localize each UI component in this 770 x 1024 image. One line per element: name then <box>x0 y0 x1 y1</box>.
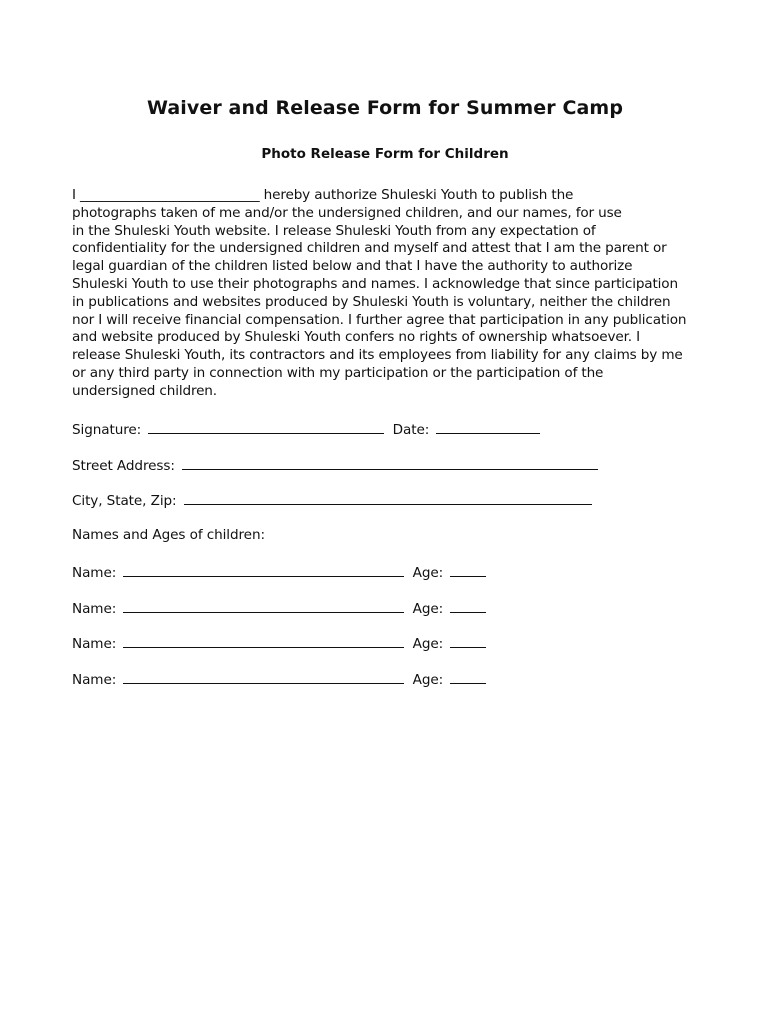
release-statement <box>72 187 712 401</box>
street-address-field[interactable] <box>182 456 598 470</box>
city-state-zip-field[interactable] <box>184 491 592 505</box>
statement-line: photographs taken of me and/or the undersigned children, and our names, for use <box>72 204 622 221</box>
child-name-label: Name: <box>72 601 117 617</box>
statement-line: or any third party in connection with my participation or the participation of the <box>72 364 604 381</box>
child-name-field[interactable] <box>123 670 404 684</box>
child-age-field[interactable] <box>450 599 486 613</box>
statement-line: undersigned children. <box>72 382 217 399</box>
statement-line: in publications and websites produced by Shuleski Youth is voluntary, neither the children <box>72 293 671 310</box>
statement-line: confidentiality for the undersigned children and myself and attest that I am the parent or <box>72 240 667 257</box>
page-title: Waiver and Release Form for Summer Camp <box>146 97 624 119</box>
statement-line: legal guardian of the children listed below and that I have the authority to authorize <box>72 258 633 275</box>
signature-field[interactable] <box>148 420 384 434</box>
child-age-label: Age: <box>412 601 444 617</box>
child-name-label: Name: <box>72 636 117 652</box>
child-row <box>72 599 490 617</box>
child-name-label: Name: <box>72 565 117 581</box>
child-row <box>72 563 490 581</box>
signature-row <box>72 420 544 438</box>
child-name-field[interactable] <box>123 634 404 648</box>
child-row <box>72 634 490 652</box>
child-age-field[interactable] <box>450 670 486 684</box>
street-address-label: Street Address: <box>72 458 175 474</box>
city-state-zip-label: City, State, Zip: <box>72 493 177 509</box>
child-age-label: Age: <box>412 672 444 688</box>
child-name-label: Name: <box>72 672 117 688</box>
statement-line: nor I will receive financial compensation. I further agree that participation in any publication <box>72 311 687 328</box>
statement-line: Shuleski Youth to use their photographs and names. I acknowledge that since participation <box>72 275 678 292</box>
street-address-row <box>72 456 602 474</box>
city-state-zip-row <box>72 491 596 509</box>
signature-label: Signature: <box>72 422 142 438</box>
statement-line: release Shuleski Youth, its contractors and its employees from liability for any claims by me <box>72 347 683 364</box>
children-heading: Names and Ages of children: <box>72 527 265 543</box>
child-age-field[interactable] <box>450 634 486 648</box>
statement-line: and website produced by Shuleski Youth confers no rights of ownership whatsoever. I <box>72 329 640 346</box>
child-age-label: Age: <box>412 636 444 652</box>
statement-line: in the Shuleski Youth website. I release Shuleski Youth from any expectation of <box>72 222 596 239</box>
child-row <box>72 670 490 688</box>
statement-line: I ___________________________ hereby authorize Shuleski Youth to publish the <box>72 187 574 203</box>
child-name-field[interactable] <box>123 563 404 577</box>
date-field[interactable] <box>436 420 540 434</box>
page-subtitle: Photo Release Form for Children <box>261 146 509 162</box>
child-name-field[interactable] <box>123 599 404 613</box>
child-age-label: Age: <box>412 565 444 581</box>
child-age-field[interactable] <box>450 563 486 577</box>
date-label: Date: <box>392 422 430 438</box>
